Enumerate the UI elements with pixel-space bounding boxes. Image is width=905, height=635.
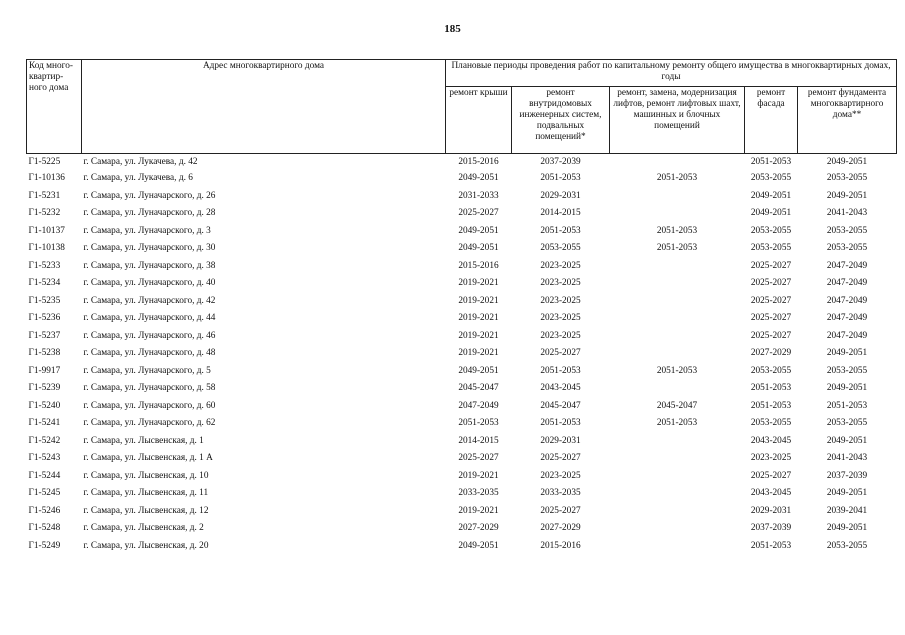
table-row [27, 293, 897, 311]
cell-facade: 2053-2055 [750, 225, 792, 236]
cell-address: г. Самара, ул. Лукачева, д. 42 [83, 156, 198, 167]
cell-code: Г1-5232 [28, 208, 61, 219]
table-row [27, 258, 897, 276]
cell-systems: 2051-2053 [540, 418, 581, 429]
cell-facade: 2051-2053 [750, 383, 792, 394]
cell-elevators [610, 503, 745, 521]
cell-code: Г1-5248 [28, 523, 61, 534]
cell-foundation: 2041-2043 [826, 453, 868, 464]
cell-elevators: 2045-2047 [656, 400, 698, 411]
table-row [27, 240, 897, 258]
cell-code: Г1-5239 [28, 383, 61, 394]
cell-facade: 2027-2029 [750, 348, 792, 359]
cell-facade: 2037-2039 [750, 523, 792, 534]
table-body [27, 154, 897, 556]
cell-foundation: 2053-2055 [826, 418, 868, 429]
cell-elevators [610, 520, 745, 538]
table-row [27, 310, 897, 328]
cell-elevators [610, 275, 745, 293]
cell-address: г. Самара, ул. Луначарского, д. 46 [83, 330, 216, 341]
cell-foundation: 2053-2055 [826, 173, 868, 184]
cell-address: г. Самара, ул. Луначарского, д. 5 [83, 365, 211, 376]
cell-address: г. Самара, ул. Лысвенская, д. 1 А [83, 453, 213, 464]
cell-elevators: 2051-2053 [656, 365, 698, 376]
cell-elevators [610, 188, 745, 206]
cell-facade: 2025-2027 [750, 470, 792, 481]
cell-systems: 2023-2025 [540, 278, 581, 289]
cell-systems: 2025-2027 [540, 348, 581, 359]
cell-systems: 2015-2016 [540, 540, 581, 551]
cell-systems: 2023-2025 [540, 313, 581, 324]
cell-address: г. Самара, ул. Луначарского, д. 62 [83, 418, 216, 429]
table-row [27, 154, 897, 171]
cell-elevators: 2051-2053 [656, 225, 698, 236]
cell-roof: 2049-2051 [458, 365, 499, 376]
cell-elevators [610, 258, 745, 276]
table-row [27, 520, 897, 538]
capital-repair-table [26, 59, 897, 555]
cell-code: Г1-5240 [28, 400, 61, 411]
column-header-systems: ремонт внутридомовых инженерных систем, подвальных помещений* [512, 87, 610, 154]
cell-roof: 2031-2033 [458, 190, 499, 201]
cell-elevators [610, 468, 745, 486]
table-row [27, 363, 897, 381]
table-row [27, 328, 897, 346]
cell-address: г. Самара, ул. Луначарского, д. 60 [83, 400, 216, 411]
cell-systems: 2023-2025 [540, 260, 581, 271]
table-row [27, 450, 897, 468]
cell-roof: 2019-2021 [458, 330, 499, 341]
cell-foundation: 2049-2051 [826, 523, 868, 534]
cell-elevators [610, 450, 745, 468]
cell-roof: 2015-2016 [458, 260, 499, 271]
cell-systems: 2023-2025 [540, 330, 581, 341]
cell-code: Г1-10136 [28, 173, 65, 184]
cell-code: Г1-9917 [28, 365, 61, 376]
cell-code: Г1-5237 [28, 330, 61, 341]
cell-systems: 2051-2053 [540, 225, 581, 236]
cell-foundation: 2053-2055 [826, 540, 868, 551]
cell-foundation: 2047-2049 [826, 330, 868, 341]
cell-address: г. Самара, ул. Луначарского, д. 42 [83, 295, 216, 306]
cell-systems: 2043-2045 [540, 383, 581, 394]
cell-code: Г1-5246 [28, 505, 61, 516]
cell-systems: 2023-2025 [540, 470, 581, 481]
cell-code: Г1-5238 [28, 348, 61, 359]
table-row [27, 398, 897, 416]
cell-systems: 2014-2015 [540, 208, 581, 219]
cell-roof: 2049-2051 [458, 243, 499, 254]
cell-facade: 2025-2027 [750, 313, 792, 324]
cell-roof: 2033-2035 [458, 488, 499, 499]
cell-roof: 2045-2047 [458, 383, 499, 394]
cell-foundation: 2053-2055 [826, 243, 868, 254]
cell-address: г. Самара, ул. Луначарского, д. 58 [83, 383, 216, 394]
cell-foundation: 2047-2049 [826, 295, 868, 306]
cell-roof: 2049-2051 [458, 173, 499, 184]
table-row [27, 223, 897, 241]
cell-systems: 2033-2035 [540, 488, 581, 499]
cell-code: Г1-5249 [28, 540, 61, 551]
cell-address: г. Самара, ул. Луначарского, д. 30 [83, 243, 216, 254]
cell-elevators [610, 310, 745, 328]
cell-elevators: 2051-2053 [656, 173, 698, 184]
cell-foundation: 2049-2051 [826, 435, 868, 446]
table-row [27, 538, 897, 556]
cell-code: Г1-5234 [28, 278, 61, 289]
cell-facade: 2043-2045 [750, 435, 792, 446]
cell-address: г. Самара, ул. Луначарского, д. 40 [83, 278, 216, 289]
cell-elevators [610, 205, 745, 223]
table-row [27, 170, 897, 188]
cell-systems: 2025-2027 [540, 453, 581, 464]
cell-systems: 2029-2031 [540, 435, 581, 446]
cell-roof: 2049-2051 [458, 540, 499, 551]
cell-systems: 2037-2039 [540, 156, 581, 167]
cell-elevators [610, 328, 745, 346]
cell-roof: 2015-2016 [458, 156, 499, 167]
cell-roof: 2051-2053 [458, 418, 499, 429]
cell-code: Г1-10137 [28, 225, 65, 236]
cell-foundation: 2053-2055 [826, 365, 868, 376]
cell-roof: 2025-2027 [458, 453, 499, 464]
cell-foundation: 2049-2051 [826, 383, 868, 394]
cell-code: Г1-5233 [28, 260, 61, 271]
cell-elevators [610, 485, 745, 503]
cell-systems: 2051-2053 [540, 365, 581, 376]
cell-roof: 2047-2049 [458, 400, 499, 411]
cell-systems: 2051-2053 [540, 173, 581, 184]
cell-facade: 2023-2025 [750, 453, 792, 464]
cell-facade: 2053-2055 [750, 243, 792, 254]
cell-code: Г1-5225 [28, 156, 61, 167]
table-row [27, 380, 897, 398]
cell-roof: 2019-2021 [458, 278, 499, 289]
cell-code: Г1-5244 [28, 470, 61, 481]
table-row [27, 275, 897, 293]
cell-address: г. Самара, ул. Лысвенская, д. 20 [83, 540, 209, 551]
cell-elevators: 2051-2053 [656, 243, 698, 254]
cell-foundation: 2049-2051 [826, 190, 868, 201]
table-row [27, 433, 897, 451]
cell-foundation: 2053-2055 [826, 225, 868, 236]
cell-elevators [610, 538, 745, 556]
cell-address: г. Самара, ул. Лысвенская, д. 11 [83, 488, 209, 499]
cell-roof: 2019-2021 [458, 295, 499, 306]
cell-elevators [610, 380, 745, 398]
cell-address: г. Самара, ул. Луначарского, д. 38 [83, 260, 216, 271]
header-row-top [27, 60, 897, 87]
cell-address: г. Самара, ул. Луначарского, д. 3 [83, 225, 211, 236]
cell-foundation: 2047-2049 [826, 260, 868, 271]
cell-facade: 2029-2031 [750, 505, 792, 516]
table-row [27, 188, 897, 206]
cell-foundation: 2051-2053 [826, 400, 868, 411]
cell-elevators [610, 293, 745, 311]
cell-facade: 2053-2055 [750, 418, 792, 429]
cell-code: Г1-5243 [28, 453, 61, 464]
column-header-roof: ремонт крыши [446, 87, 512, 154]
cell-facade: 2049-2051 [750, 208, 792, 219]
cell-code: Г1-5245 [28, 488, 61, 499]
column-header-periods: Плановые периоды проведения работ по капитальному ремонту общего имущества в многоквартирных домах, годы [446, 60, 897, 87]
table-row [27, 503, 897, 521]
cell-code: Г1-5231 [28, 190, 61, 201]
cell-roof: 2025-2027 [458, 208, 499, 219]
cell-address: г. Самара, ул. Лысвенская, д. 10 [83, 470, 209, 481]
cell-facade: 2049-2051 [750, 190, 792, 201]
cell-roof: 2014-2015 [458, 435, 499, 446]
table-row [27, 205, 897, 223]
cell-foundation: 2037-2039 [826, 470, 868, 481]
cell-foundation: 2039-2041 [826, 505, 868, 516]
cell-roof: 2019-2021 [458, 348, 499, 359]
cell-systems: 2053-2055 [540, 243, 581, 254]
page-number: 185 [444, 23, 461, 35]
cell-code: Г1-5235 [28, 295, 61, 306]
cell-roof: 2049-2051 [458, 225, 499, 236]
cell-foundation: 2047-2049 [826, 313, 868, 324]
column-header-facade: ремонт фасада [745, 87, 798, 154]
cell-address: г. Самара, ул. Лысвенская, д. 2 [83, 523, 204, 534]
table-row [27, 468, 897, 486]
cell-foundation: 2041-2043 [826, 208, 868, 219]
cell-facade: 2025-2027 [750, 330, 792, 341]
cell-facade: 2043-2045 [750, 488, 792, 499]
cell-foundation: 2049-2051 [826, 348, 868, 359]
table-row [27, 345, 897, 363]
column-header-code: Код много-квартир-ного дома [27, 60, 82, 154]
cell-systems: 2025-2027 [540, 505, 581, 516]
cell-address: г. Самара, ул. Луначарского, д. 48 [83, 348, 216, 359]
cell-code: Г1-5236 [28, 313, 61, 324]
cell-roof: 2027-2029 [458, 523, 499, 534]
table-row [27, 415, 897, 433]
cell-address: г. Самара, ул. Луначарского, д. 44 [83, 313, 216, 324]
cell-foundation: 2049-2051 [826, 488, 868, 499]
cell-facade: 2051-2053 [750, 400, 792, 411]
column-header-elevators: ремонт, замена, модернизация лифтов, ремонт лифтовых шахт, машинных и блочных помещений [610, 87, 745, 154]
table-row [27, 485, 897, 503]
cell-systems: 2045-2047 [540, 400, 581, 411]
cell-facade: 2053-2055 [750, 173, 792, 184]
cell-facade: 2051-2053 [750, 540, 792, 551]
cell-roof: 2019-2021 [458, 470, 499, 481]
cell-roof: 2019-2021 [458, 313, 499, 324]
cell-code: Г1-5242 [28, 435, 61, 446]
cell-foundation: 2047-2049 [826, 278, 868, 289]
cell-address: г. Самара, ул. Луначарского, д. 28 [83, 208, 216, 219]
cell-systems: 2029-2031 [540, 190, 581, 201]
cell-elevators [610, 345, 745, 363]
cell-address: г. Самара, ул. Лукачева, д. 6 [83, 173, 193, 184]
cell-elevators [610, 433, 745, 451]
cell-facade: 2051-2053 [750, 156, 792, 167]
cell-roof: 2019-2021 [458, 505, 499, 516]
cell-code: Г1-5241 [28, 418, 61, 429]
cell-address: г. Самара, ул. Лысвенская, д. 12 [83, 505, 209, 516]
cell-elevators: 2051-2053 [656, 418, 698, 429]
cell-facade: 2053-2055 [750, 365, 792, 376]
cell-address: г. Самара, ул. Лысвенская, д. 1 [83, 435, 204, 446]
cell-elevators [610, 154, 745, 171]
cell-address: г. Самара, ул. Луначарского, д. 26 [83, 190, 216, 201]
cell-systems: 2027-2029 [540, 523, 581, 534]
cell-facade: 2025-2027 [750, 260, 792, 271]
column-header-foundation: ремонт фундамента многоквартирного дома** [798, 87, 897, 154]
cell-systems: 2023-2025 [540, 295, 581, 306]
cell-code: Г1-10138 [28, 243, 65, 254]
cell-facade: 2025-2027 [750, 278, 792, 289]
cell-foundation: 2049-2051 [826, 156, 868, 167]
column-header-address: Адрес многоквартирного дома [82, 60, 446, 154]
cell-facade: 2025-2027 [750, 295, 792, 306]
